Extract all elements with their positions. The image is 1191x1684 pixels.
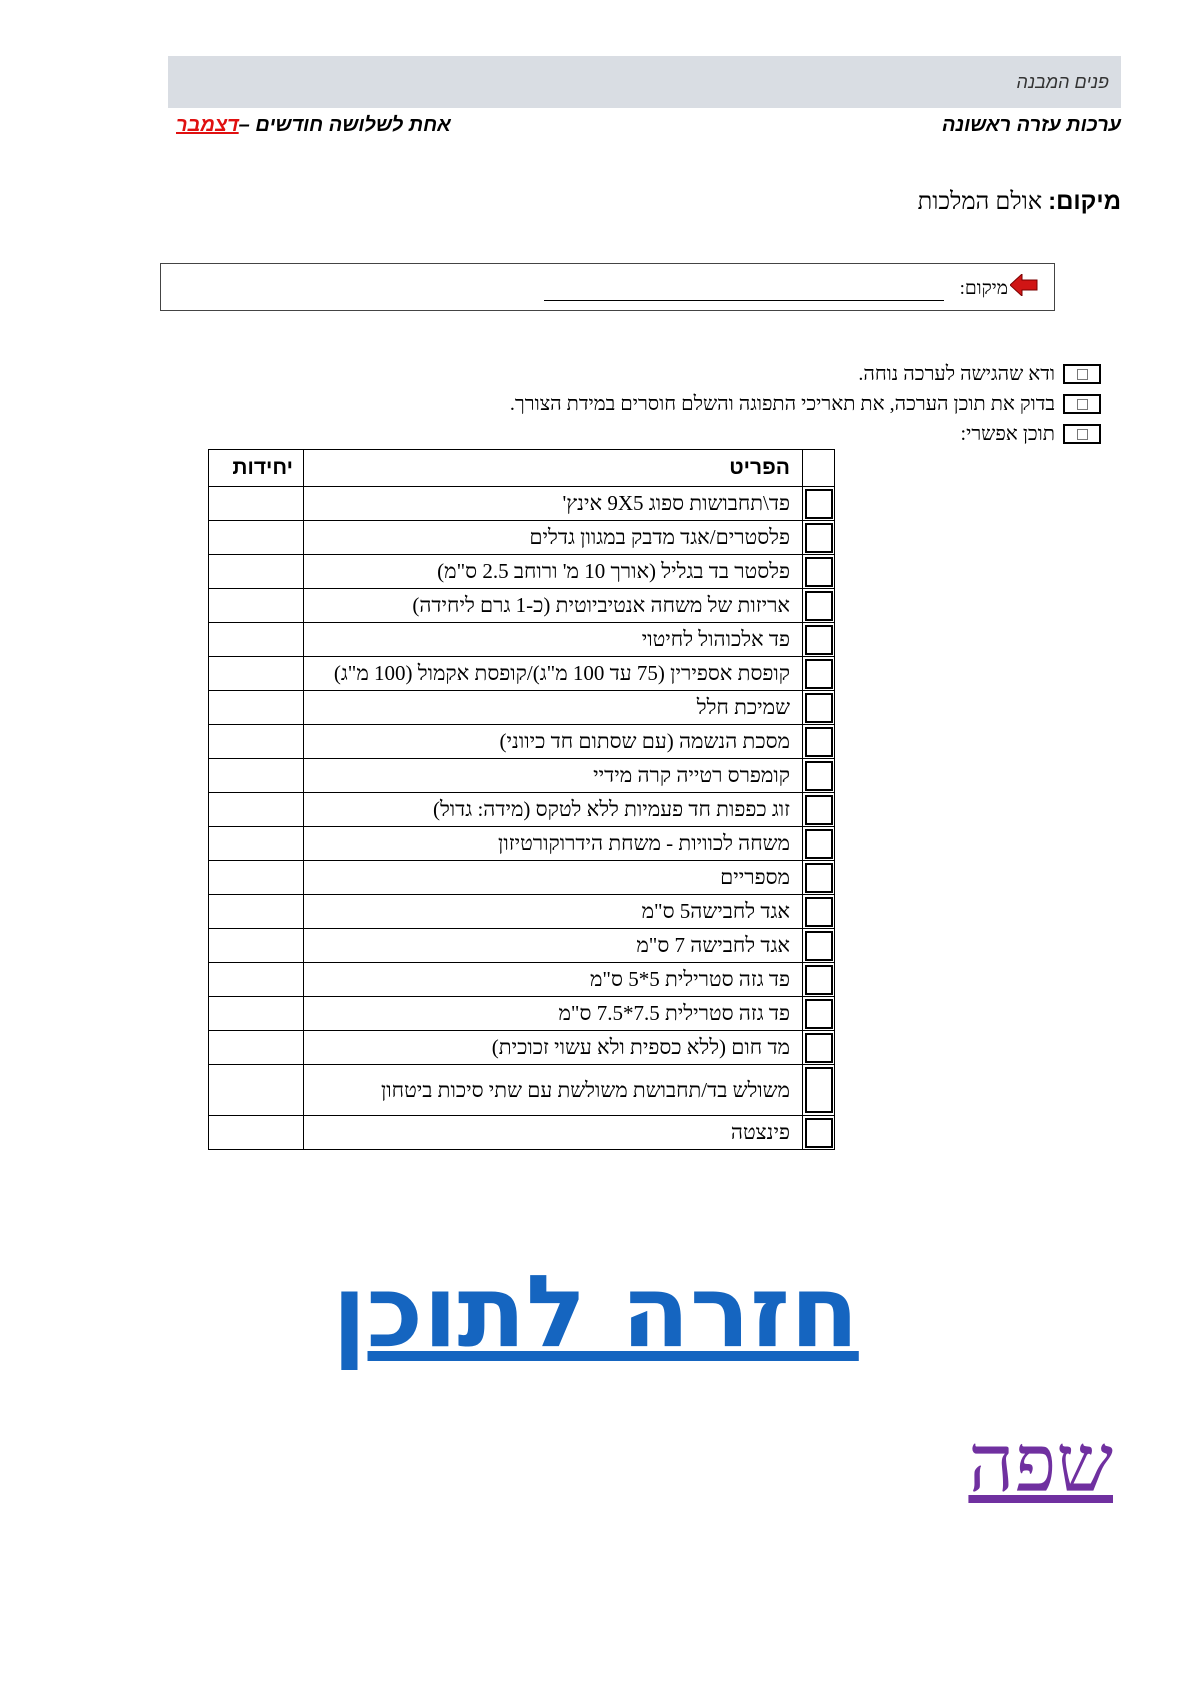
row-checkbox[interactable]: [805, 761, 833, 791]
month-link[interactable]: דצמבר: [176, 114, 239, 136]
item-units[interactable]: [209, 555, 304, 589]
location-value: אולם המלכות: [917, 189, 1043, 215]
row-checkbox[interactable]: [805, 591, 833, 621]
item-name: שמיכת חלל: [304, 691, 803, 725]
row-checkbox-cell: [803, 589, 835, 623]
checklist-text: ודא שהגישה לערכה נוחה.: [858, 362, 1055, 385]
table-row: [209, 827, 835, 861]
row-checkbox[interactable]: [805, 999, 833, 1029]
table-row: [209, 793, 835, 827]
table-row: [209, 895, 835, 929]
checklist-item: [510, 390, 1101, 418]
table-row: [209, 1065, 835, 1116]
item-units[interactable]: [209, 793, 304, 827]
item-name: מספריים: [304, 861, 803, 895]
item-name: זוג כפפות חד פעמיות ללא לטקס (מידה: גדול): [304, 793, 803, 827]
row-checkbox[interactable]: [805, 965, 833, 995]
table-row: [209, 623, 835, 657]
item-name: פלסטר בד בגליל (אורך 10 מ' ורוחב 2.5 ס"מ): [304, 555, 803, 589]
table-row: [209, 657, 835, 691]
table-row: [209, 555, 835, 589]
check-frequency: [176, 114, 576, 137]
item-units[interactable]: [209, 521, 304, 555]
row-checkbox[interactable]: [805, 693, 833, 723]
row-checkbox[interactable]: [805, 795, 833, 825]
row-checkbox-cell: [803, 487, 835, 521]
language-link[interactable]: שפה: [968, 1417, 1113, 1510]
item-name: אגד לחבישה 7 ס"מ: [304, 929, 803, 963]
row-checkbox[interactable]: [805, 659, 833, 689]
table-row: [209, 861, 835, 895]
red-arrow-left-icon: [1010, 274, 1038, 296]
item-units[interactable]: [209, 623, 304, 657]
item-units[interactable]: [209, 589, 304, 623]
location-form-label: מיקום:: [959, 278, 1008, 299]
item-name: פד גזה סטרילית 7.5*7.5 ס"מ: [304, 997, 803, 1031]
item-name: מסכת הנשמה (עם שסתום חד כיווני): [304, 725, 803, 759]
item-name: פינצטה: [304, 1116, 803, 1150]
row-checkbox-cell: [803, 827, 835, 861]
item-name: אריזות של משחה אנטיביוטית (כ-1 גרם ליחידה): [304, 589, 803, 623]
item-units[interactable]: [209, 1116, 304, 1150]
section-name: פנים המבנה: [1016, 72, 1109, 92]
item-name: פד אלכוהול לחיטוי: [304, 623, 803, 657]
row-checkbox[interactable]: [805, 523, 833, 553]
first-aid-items-table: [208, 449, 835, 1150]
row-checkbox-cell: [803, 861, 835, 895]
item-name: קומפרס רטייה קרה מידיי: [304, 759, 803, 793]
item-units[interactable]: [209, 963, 304, 997]
back-to-contents-link[interactable]: חזרה לתוכן: [332, 1253, 859, 1370]
item-units[interactable]: [209, 929, 304, 963]
row-checkbox[interactable]: [805, 829, 833, 859]
row-checkbox[interactable]: [805, 931, 833, 961]
location-input[interactable]: [544, 300, 944, 301]
row-checkbox-cell: [803, 1065, 835, 1116]
item-name: פד גזה סטרילית 5*5 ס"מ: [304, 963, 803, 997]
row-checkbox[interactable]: [805, 557, 833, 587]
item-name: מד חום (ללא כספית ולא עשוי זכוכית): [304, 1031, 803, 1065]
row-checkbox-cell: [803, 725, 835, 759]
checklist-item: [858, 360, 1101, 388]
item-name: פד\תחבושות ספוג 9X5 אינץ': [304, 487, 803, 521]
item-units[interactable]: [209, 861, 304, 895]
table-row: [209, 691, 835, 725]
item-units[interactable]: [209, 759, 304, 793]
table-row: [209, 963, 835, 997]
item-name: אגד לחבישה5 ס"מ: [304, 895, 803, 929]
row-checkbox-cell: [803, 963, 835, 997]
row-checkbox[interactable]: [805, 863, 833, 893]
frequency-text: אחת לשלושה חודשים –: [238, 114, 451, 136]
row-checkbox[interactable]: [805, 897, 833, 927]
item-units[interactable]: [209, 997, 304, 1031]
row-checkbox-cell: [803, 657, 835, 691]
row-checkbox[interactable]: [805, 489, 833, 519]
table-row: [209, 1116, 835, 1150]
header-item: הפריט: [304, 450, 803, 487]
checkbox[interactable]: [1063, 424, 1101, 444]
item-units[interactable]: [209, 725, 304, 759]
table-row: [209, 1031, 835, 1065]
row-checkbox-cell: [803, 691, 835, 725]
checklist-text: תוכן אפשרי:: [960, 422, 1055, 445]
item-name: משחה לכוויות - משחת הידרוקורטיזון: [304, 827, 803, 861]
row-checkbox-cell: [803, 895, 835, 929]
item-name: פלסטרים/אגד מדבק במגוון גדלים: [304, 521, 803, 555]
row-checkbox-cell: [803, 997, 835, 1031]
item-units[interactable]: [209, 895, 304, 929]
item-units[interactable]: [209, 1065, 304, 1116]
row-checkbox[interactable]: [805, 1067, 833, 1113]
header-checkbox-cell: [803, 450, 835, 487]
row-checkbox-cell: [803, 929, 835, 963]
row-checkbox-cell: [803, 555, 835, 589]
row-checkbox-cell: [803, 1116, 835, 1150]
row-checkbox-cell: [803, 521, 835, 555]
table-row: [209, 725, 835, 759]
row-checkbox-cell: [803, 793, 835, 827]
checkbox[interactable]: [1063, 394, 1101, 414]
table-row: [209, 487, 835, 521]
header-units: יחידות: [209, 450, 304, 487]
item-name: קופסת אספירין (75 עד 100 מ"ג)/קופסת אקמול (100 מ"ג): [304, 657, 803, 691]
item-units[interactable]: [209, 487, 304, 521]
row-checkbox[interactable]: [805, 727, 833, 757]
table-row: [209, 997, 835, 1031]
kit-title: ערכות עזרה ראשונה: [941, 114, 1121, 136]
table-row: [209, 521, 835, 555]
location-label: מיקום:: [1048, 188, 1121, 215]
location-form-box: [160, 263, 1055, 311]
checkbox[interactable]: [1063, 364, 1101, 384]
table-row: [209, 929, 835, 963]
page-header-band: [168, 56, 1121, 108]
item-units[interactable]: [209, 657, 304, 691]
item-name: משולש בד/תחבושת משולשת עם שתי סיכות ביטחון: [304, 1065, 803, 1116]
checklist-item: [961, 420, 1101, 448]
row-checkbox[interactable]: [805, 625, 833, 655]
row-checkbox[interactable]: [805, 1033, 833, 1063]
item-units[interactable]: [209, 691, 304, 725]
item-units[interactable]: [209, 827, 304, 861]
location-line: [918, 188, 1121, 216]
table-header-row: [209, 450, 835, 487]
item-units[interactable]: [209, 1031, 304, 1065]
row-checkbox-cell: [803, 1031, 835, 1065]
row-checkbox-cell: [803, 623, 835, 657]
checklist-text: בדוק את תוכן הערכה, את תאריכי התפוגה והשלם חוסרים במידת הצורך.: [509, 392, 1055, 415]
row-checkbox-cell: [803, 759, 835, 793]
table-row: [209, 759, 835, 793]
table-row: [209, 589, 835, 623]
row-checkbox[interactable]: [805, 1118, 833, 1148]
